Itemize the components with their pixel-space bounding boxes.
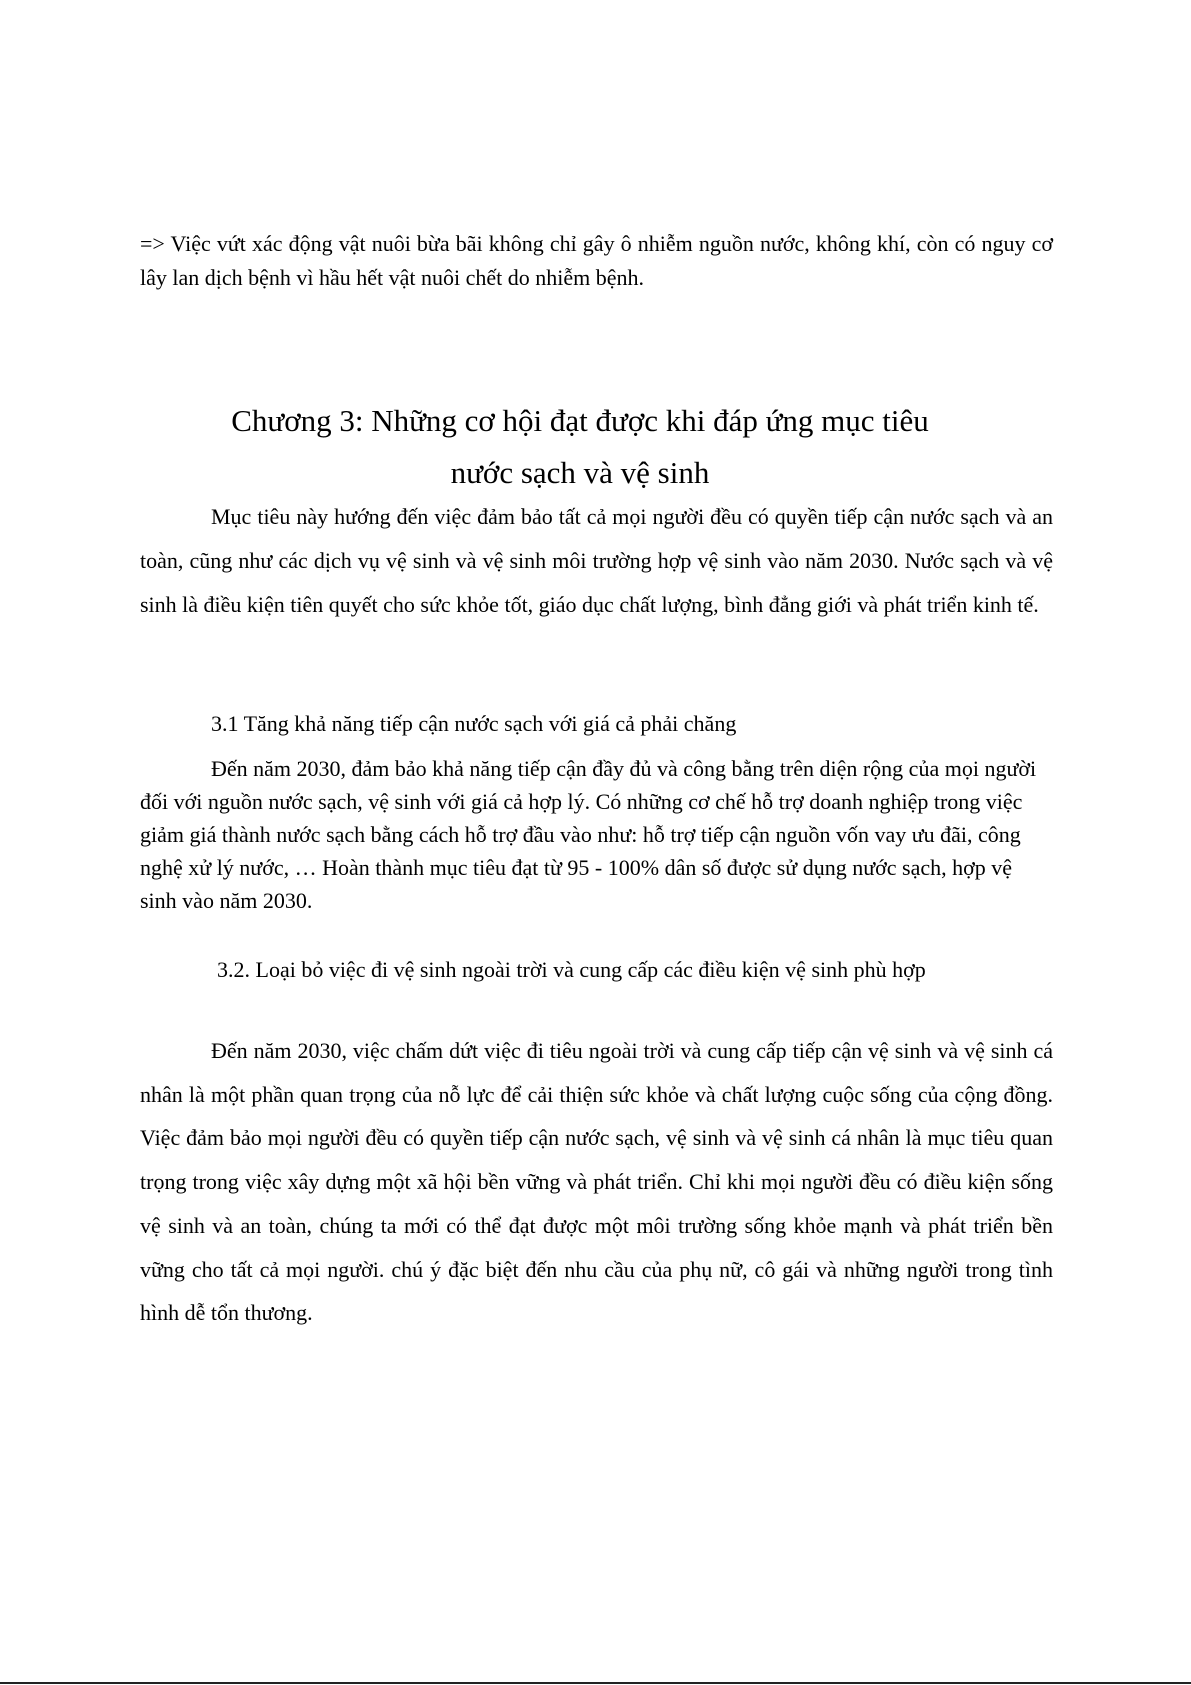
intro-conclusion-paragraph: => Việc vứt xác động vật nuôi bừa bãi không chỉ gây ô nhiễm nguồn nước, không khí, còn có nguy cơ lây lan dịch bệnh vì hầu hết vật nuôi chết do nhiễm bệnh. bbox=[140, 231, 1053, 290]
chapter-title-line-1: Chương 3: Những cơ hội đạt được khi đáp ứng mục tiêu bbox=[231, 403, 929, 438]
page-bottom-rule bbox=[0, 1682, 1191, 1684]
chapter-intro-paragraph: Mục tiêu này hướng đến việc đảm bảo tất cả mọi người đều có quyền tiếp cận nước sạch và an toàn, cũng như các dịch vụ vệ sinh và vệ sinh môi trường hợp vệ sinh vào năm 2030. Nước sạch và vệ sinh là điều kiện tiên quyết cho sức khỏe tốt, giáo dục chất lượng, bình đẳng giới và phát triển kinh tế. bbox=[140, 504, 1053, 617]
section-3-2-body: Đến năm 2030, việc chấm dứt việc đi tiêu ngoài trời và cung cấp tiếp cận vệ sinh và vệ sinh cá nhân là một phần quan trọng của nỗ lực để cải thiện sức khỏe và chất lượng cuộc sống của cộng đồng. Việc đảm bảo mọi người đều có quyền tiếp cận nước sạch, vệ sinh và vệ sinh cá nhân là mục tiêu quan trọng trong việc xây dựng một xã hội bền vững và phát triển. Chỉ khi mọi người đều có điều kiện sống vệ sinh và an toàn, chúng ta mới có thể đạt được một môi trường sống khỏe mạnh và phát triển bền vững cho tất cả mọi người. chú ý đặc biệt đến nhu cầu của phụ nữ, cô gái và những người trong tình hình dễ tổn thương. bbox=[140, 1038, 1053, 1326]
section-heading-3-1: 3.1 Tăng khả năng tiếp cận nước sạch với giá cả phải chăng bbox=[211, 711, 737, 736]
chapter-title bbox=[140, 395, 1020, 499]
section-3-1-body: Đến năm 2030, đảm bảo khả năng tiếp cận đầy đủ và công bằng trên diện rộng của mọi người đối với nguồn nước sạch, vệ sinh với giá cả hợp lý. Có những cơ chế hỗ trợ doanh nghiệp trong việc giảm giá thành nước sạch bằng cách hỗ trợ đầu vào như: hỗ trợ tiếp cận nguồn vốn vay ưu đãi, công nghệ xử lý nước, … Hoàn thành mục tiêu đạt từ 95 - 100% dân số được sử dụng nước sạch, hợp vệ sinh vào năm 2030. bbox=[140, 756, 1037, 913]
section-heading-3-2: 3.2. Loại bỏ việc đi vệ sinh ngoài trời và cung cấp các điều kiện vệ sinh phù hợp bbox=[217, 957, 926, 982]
chapter-title-line-2: nước sạch và vệ sinh bbox=[450, 455, 710, 490]
